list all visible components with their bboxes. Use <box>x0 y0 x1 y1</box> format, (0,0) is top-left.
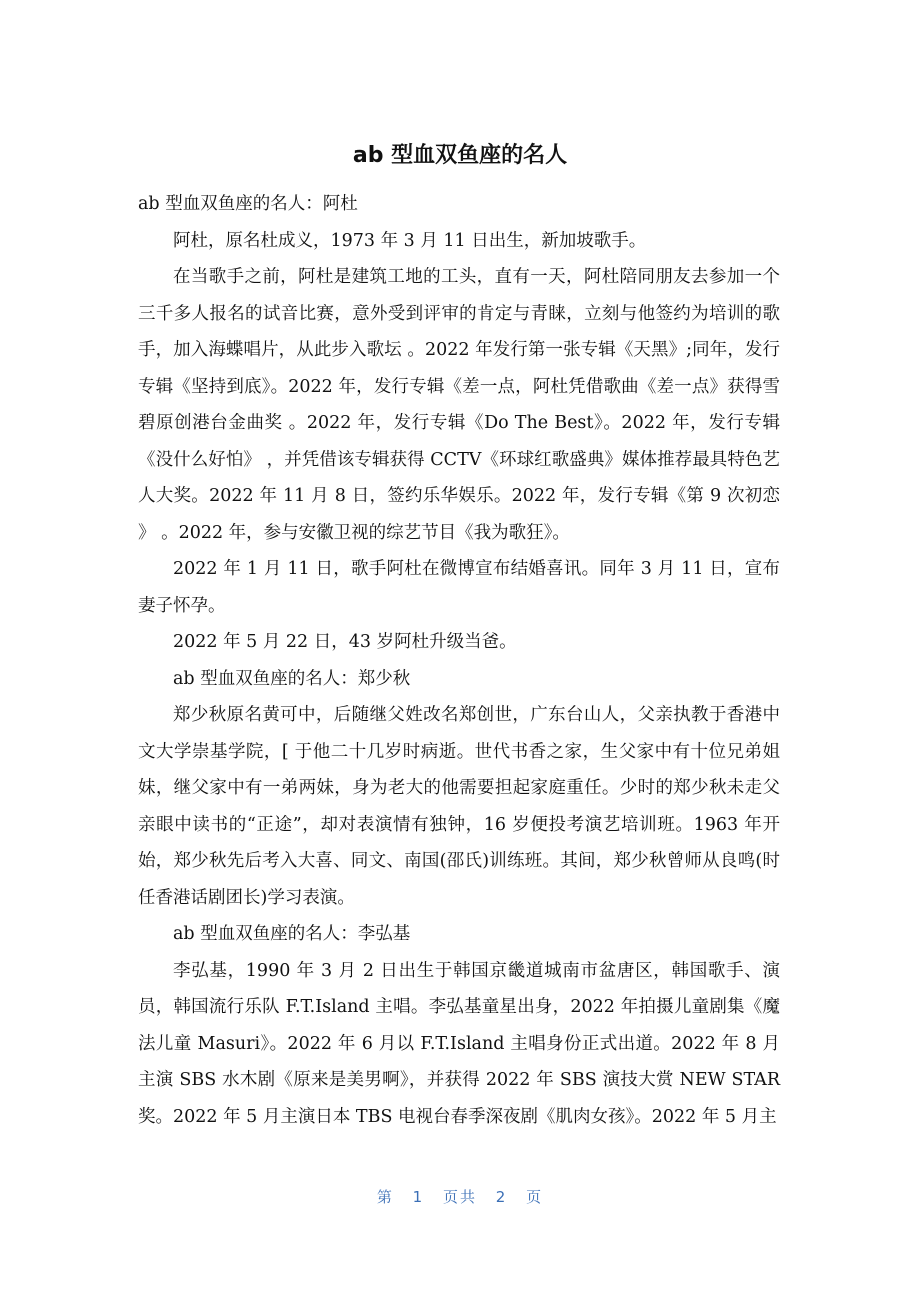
paragraph-heading-zheng: ab 型血双鱼座的名人：郑少秋 <box>173 668 411 689</box>
paragraph: 2022 年 1 月 11 日，歌手阿杜在微博宣布结婚喜讯。同年 3 月 11 日，宣布妻子怀孕。 <box>138 559 780 616</box>
page-footer <box>0 1186 920 1207</box>
document-title: ab 型血双鱼座的名人 <box>352 143 568 168</box>
total-pages: 2 <box>495 1188 508 1206</box>
page-number: 1 <box>412 1188 425 1206</box>
document-body <box>138 186 780 1135</box>
page-label: 第 <box>376 1188 394 1206</box>
paragraph: 李弘基，1990 年 3 月 2 日出生于韩国京畿道城南市盆唐区，韩国歌手、演员，韩国流行乐队 F.T.Island 主唱。李弘基童星出身，2022 年拍摄儿童剧集《魔法儿童 Masuri》。2022 年 6 月以 F.T.Island 主唱身份正式出道。2022 年 8 月主演 SBS 水木剧《原来是美男啊》，并获得 2022 年 SBS 演技大赏 NEW STAR 奖。2022 年 5 月主演日本 TBS 电视台春季深夜剧《肌肉女孩》。2022 年 5 月主 <box>138 960 780 1127</box>
paragraph: 阿杜，原名杜成义，1973 年 3 月 11 日出生，新加坡歌手。 <box>173 230 647 251</box>
paragraph: 在当歌手之前，阿杜是建筑工地的工头，直有一天，阿杜陪同朋友去参加一个三千多人报名的试音比赛，意外受到评审的肯定与青睐，立刻与他签约为培训的歌手，加入海蝶唱片，从此步入歌坛 。2022 年发行第一张专辑《天黑》;同年，发行专辑《坚持到底》。2022 年，发行专辑《差一点，阿杜凭借歌曲《差一点》获得雪碧原创港台金曲奖 。2022 年，发行专辑《Do The Best》。2022 年，发行专辑《没什么好怕》 ，并凭借该专辑获得 CCTV《环球红歌盛典》媒体推荐最具特色艺人大奖。2022 年 11 月 8 日，签约乐华娱乐。2022 年，发行专辑《第 9 次初恋 》 。2022 年，参与安徽卫视的综艺节目《我为歌狂》。 <box>138 267 780 543</box>
paragraph-heading-lee: ab 型血双鱼座的名人：李弘基 <box>173 924 411 944</box>
page-suffix: 页 <box>526 1188 544 1206</box>
paragraph-heading-adu: ab 型血双鱼座的名人：阿杜 <box>138 194 358 214</box>
paragraph: 郑少秋原名黄可中，后随继父姓改名郑创世，广东台山人，父亲执教于香港中文大学崇基学院，[ 于他二十几岁时病逝。世代书香之家，生父家中有十位兄弟姐妹，继父家中有一弟两妹，身为老大的他需要担起家庭重任。少时的郑少秋未走父亲眼中读书的“正途”，却对表演情有独钟，16 岁便投考演艺培训班。1963 年开始，郑少秋先后考入大喜、同文、南国(邵氏)训练班。其间，郑少秋曾师从良鸣(时任香港话剧团长)学习表演。 <box>138 705 780 908</box>
paragraph: 2022 年 5 月 22 日，43 岁阿杜升级当爸。 <box>173 632 517 652</box>
page-separator: 页共 <box>442 1188 477 1206</box>
